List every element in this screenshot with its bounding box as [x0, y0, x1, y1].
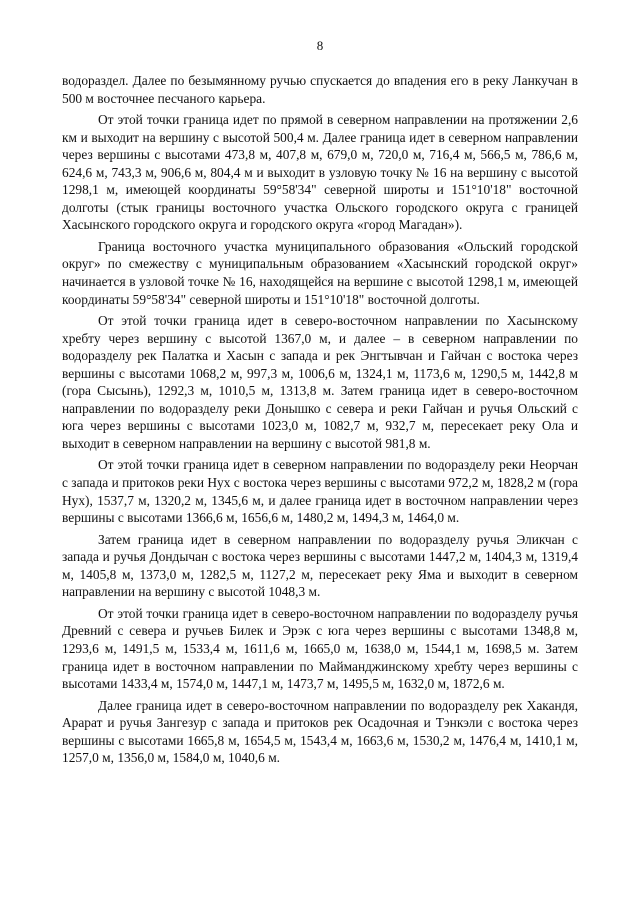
paragraph: От этой точки граница идет по прямой в северном направлении на протяжении 2,6 км и выходит на вершину с высотой 500,4 м. Далее граница идет в северном направлении через вершины с высотами 473,8 м, 407,8 м, 679,0 м, 720,0 м, 716,4 м, 566,5 м, 786,6 м, 624,6 м, 743,3 м, 906,6 м, 804,4 м и выходит в узловую точку № 16 на вершину с высотой 1298,1 м, имеющей координаты 59°58'34" северной широты и 151°10'18" восточной долготы (стык границы восточного участка Ольского городского округа с границей Хасынского городского округа и городского округа «город Магадан»). [62, 112, 578, 233]
paragraph: От этой точки граница идет в северном направлении по водоразделу реки Неорчан с запада и притоков реки Нух с востока через вершины с высотами 972,2 м, 1828,2 м (гора Нух), 1537,7 м, 1320,2 м, 1345,6 м, и далее граница идет в восточном направлении через вершины с высотами 1366,6 м, 1656,6 м, 1480,2 м, 1494,3 м, 1464,0 м. [62, 457, 578, 526]
paragraph: Далее граница идет в северо-восточном направлении по водоразделу рек Хакандя, Арарат и ручья Зангезур с запада и притоков рек Осадочная и Тэнкэли с востока через вершины с высотами 1665,8 м, 1654,5 м, 1543,4 м, 1663,6 м, 1530,2 м, 1476,4 м, 1410,1 м, 1257,0 м, 1356,0 м, 1584,0 м, 1040,6 м. [62, 697, 578, 766]
paragraph: Граница восточного участка муниципального образования «Ольский городской округ» по смежеству с муниципальным образованием «Хасынский городской округ» начинается в узловой точке № 16, находящейся на вершине с высотой 1298,1 м, имеющей координаты 59°58'34" северной широты и 151°10'18" восточной долготы. [62, 238, 578, 307]
paragraph: Затем граница идет в северном направлении по водоразделу ручья Эликчан с запада и ручья Дондычан с востока через вершины с высотами 1447,2 м, 1404,3 м, 1319,4 м, 1405,8 м, 1373,0 м, 1282,5 м, 1127,2 м, пересекает реку Яма и выходит в северном направлении на вершину с высотой 1048,3 м. [62, 531, 578, 600]
paragraph: От этой точки граница идет в северо-восточном направлении по Хасынскому хребту через вершину с высотой 1367,0 м, и далее – в северном направлении по водоразделу рек Палатка и Хасын с запада и рек Энгтывчан и Гайчан с востока через вершины с высотами 1068,2 м, 997,3 м, 1006,6 м, 1324,1 м, 1173,6 м, 1290,5 м, 1442,8 м (гора Сысынь), 1292,3 м, 1010,5 м, 1313,8 м. Затем граница идет в северо-восточном направлении по водоразделу реки Донышко с севера и реки Гайчан и ручья Ольский с юга через вершины с высотами 1023,0 м, 1082,7 м, 932,7 м, пересекает реку Ола и выходит в северном направлении на вершину с высотой 981,8 м. [62, 313, 578, 451]
document-body [62, 72, 578, 767]
paragraph-continuation: водораздел. Далее по безымянному ручью спускается до впадения его в реку Ланкучан в 500 м восточнее песчаного карьера. [62, 73, 578, 106]
page-number: 8 [316, 38, 324, 53]
paragraph: От этой точки граница идет в северо-восточном направлении по водоразделу ручья Древний с севера и ручьев Билек и Эрэк с юга через вершины с высотами 1348,8 м, 1293,6 м, 1491,5 м, 1533,4 м, 1611,6 м, 1665,0 м, 1638,0 м, 1544,1 м, 1698,5 м. Затем граница идет в восточном направлении по Майманджинскому хребту через вершины с высотами 1433,4 м, 1574,0 м, 1447,1 м, 1473,7 м, 1495,5 м, 1632,0 м, 1872,6 м. [62, 605, 578, 692]
